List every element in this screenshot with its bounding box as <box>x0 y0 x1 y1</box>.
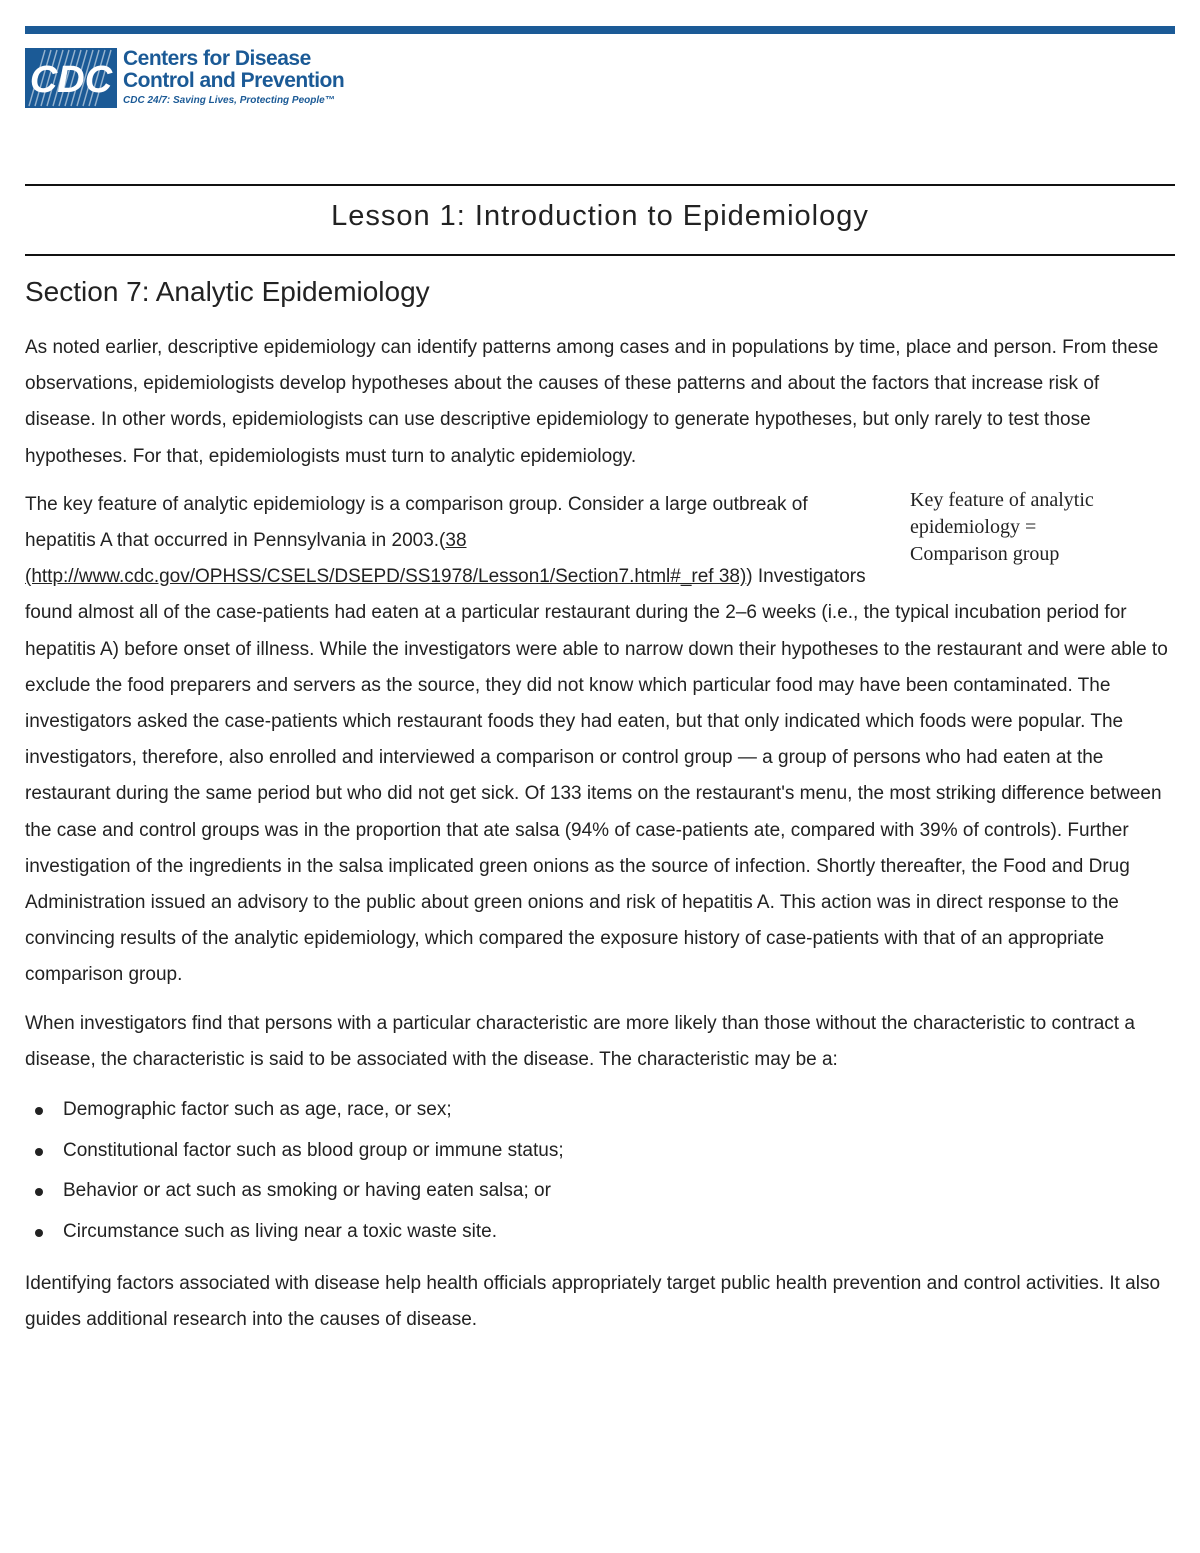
logo-tagline: CDC 24/7: Saving Lives, Protecting People™ <box>123 95 335 106</box>
sidebar-note <box>910 487 1175 568</box>
characteristic-list <box>25 1090 1175 1252</box>
logo-line-1: Centers for Disease <box>123 47 311 70</box>
paragraph-intro: As noted earlier, descriptive epidemiology can identify patterns among cases and in populations by time, place and person. From these observations, epidemiologists develop hypotheses about the causes of these patterns and about the factors that increase risk of disease. In other words, epidemiologists can use descriptive epidemiology to generate hypotheses, but only rarely to test those hypotheses. For that, epidemiologists must turn to analytic epidemiology. <box>25 337 1159 467</box>
sidebar-note-line: Comparison group <box>910 542 1060 565</box>
main-content <box>25 330 1175 1350</box>
cdc-logo-mark <box>25 48 117 108</box>
list-item: Behavior or act such as smoking or having eaten salsa; or <box>63 1171 1175 1212</box>
paragraph-association: When investigators find that persons with a particular characteristic are more likely than those without the characteristic to contract a disease, the characteristic is said to be associated with the disease. The characteristic may be a: <box>25 1012 1135 1070</box>
sidebar-note-line: epidemiology = <box>910 515 1037 538</box>
cdc-logo <box>25 48 385 112</box>
paragraph-text: ) Investigators found almost all of the case-patients had eaten at a particular restaurant during the 2–6 weeks (i.e., the typical incubation period for hepatitis A) before onset of illness. While the investigators were able to narrow down their hypotheses to the restaurant and were able to exclude the food preparers and servers as the source, they did not know which particular food may have been contaminated. The investigators asked the case-patients which restaurant foods they had eaten, but that only indicated which foods were popular. The investigators, therefore, also enrolled and interviewed a comparison or control group — a group of persons who had eaten at the restaurant during the same period but who did not get sick. Of 133 items on the restaurant's menu, the most striking difference between the case and control groups was in the proportion that ate salsa (94% of case-patients ate, compared with 39% of controls). Further investigation of the ingredients in the salsa implicated green onions as the source of infection. Shortly thereafter, the Food and Drug Administration issued an advisory to the public about green onions and risk of hepatitis A. This action was in direct response to the convincing results of the analytic epidemiology, which compared the exposure history of case-patients with that of an appropriate comparison group. <box>25 566 1168 986</box>
paragraph-conclusion: Identifying factors associated with disease help health officials appropriately target public health prevention and control activities. It also guides additional research into the causes of disease. <box>25 1273 1161 1331</box>
list-item: Demographic factor such as age, race, or sex; <box>63 1090 1175 1131</box>
top-accent-bar <box>25 26 1175 34</box>
reference-link-38[interactable]: 38 (http://www.cdc.gov/OPHSS/CSELS/DSEPD/SS1978/Lesson1/Section7.html#_ref 38) <box>25 530 747 588</box>
logo-line-2: Control and Prevention <box>123 69 345 92</box>
cdc-logo-letters: CDC <box>29 59 113 101</box>
title-rule-bottom <box>25 254 1175 256</box>
section-title: Section 7: Analytic Epidemiology <box>25 276 430 307</box>
list-item: Constitutional factor such as blood group or immune status; <box>63 1131 1175 1172</box>
lesson-title: Lesson 1: Introduction to Epidemiology <box>331 200 869 232</box>
list-item: Circumstance such as living near a toxic waste site. <box>63 1212 1175 1253</box>
sidebar-note-line: Key feature of analytic <box>910 488 1094 511</box>
title-rule-top <box>25 184 1175 186</box>
paragraph-text: The key feature of analytic epidemiology is a comparison group. Consider a large outbreak of hepatitis A that occurred in Pennsylvania in 2003.( <box>25 493 808 552</box>
